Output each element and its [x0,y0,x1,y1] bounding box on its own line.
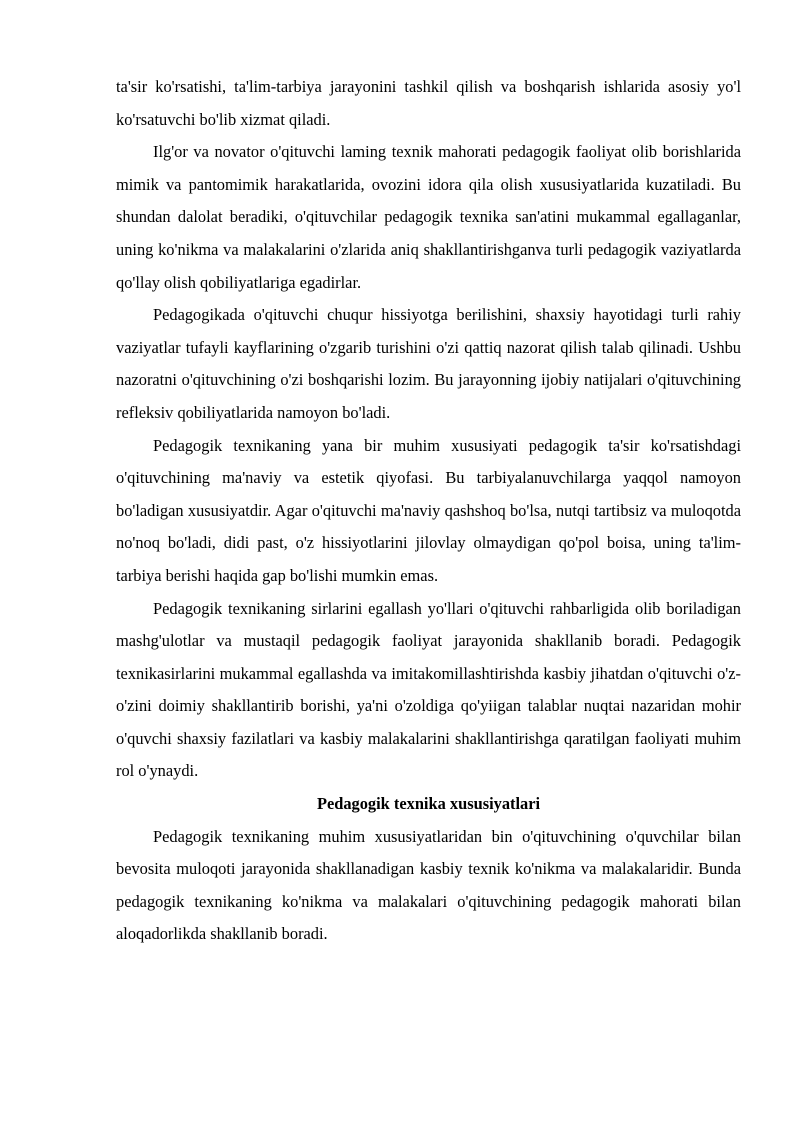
paragraph: Pedagogik texnikaning sirlarini egallash yo'llari o'qituvchi rahbarligida olib boriladigan mashg'ulotlar va mustaqil pedagogik faoliyat jarayonida shakllanib boradi. Pedagogik texnikasirlarini mukammal egallashda va imitakomillashtirishda kasbiy jihatdan o'qituvchi o'z-o'zini doimiy shakllantirib borishi, ya'ni o'zoldiga qo'yiigan talablar nuqtai nazaridan mohir o'quvchi shaxsiy fazilatlari va kasbiy malakalarini shakllantirishga qaratilgan faoliyati muhim rol o'ynaydi. [116,598,741,781]
paragraph: Pedagogik texnikaning muhim xususiyatlaridan bin o'qituvchining o'quvchilar bilan bevosita muloqoti jarayonida shakllanadigan kasbiy texnik ko'nikma va malakalaridir. Bunda pedagogik texnikaning ko'nikma va malakalari o'qituvchining pedagogik mahorati bilan aloqadorlikda shakllanib boradi. [116,826,741,944]
section-heading: Pedagogik texnika xususiyatlari [316,794,541,814]
paragraph: Ilg'or va novator o'qituvchi laming texnik mahorati pedagogik faoliyat olib borishlarida mimik va pantomimik harakatlarida, ovozini idora qila olish xususiyatlarida kuzatiladi. Bu shundan dalolat beradiki, o'qituvchilar pedagogik texnika san'atini mukammal egallaganlar, uning ko'nikma va malakalarini o'zlarida aniq shakllantirishganva turli pedagogik vaziyatlarda qo'llay olish qobiliyatlariga egadirlar. [116,142,741,292]
paragraph: Pedagogik texnikaning yana bir muhim xususiyati pedagogik ta'sir ko'rsatishdagi o'qituvchining ma'naviy va estetik qiyofasi. Bu tarbiyalanuvchilarga yaqqol namoyon bo'ladigan xususiyatdir. Agar o'qituvchi ma'naviy qashshoq bo'lsa, nutqi tartibsiz va muloqotda no'noq bo'ladi, didi past, o'z hissiyotlarini jilovlay olmaydigan qo'pol boisa, uning ta'lim-tarbiya berishi haqida gap bo'lishi mumkin emas. [116,435,741,585]
paragraph: Pedagogikada o'qituvchi chuqur hissiyotga berilishini, shaxsiy hayotidagi turli rahiy vaziyatlar tufayli kayflarining o'zgarib turishini o'zi qattiq nazorat qilish talab qilinadi. Ushbu nazoratni o'qituvchining o'zi boshqarishi lozim. Bu jarayonning ijobiy natijalari o'qituvchining refleksiv qobiliyatlarida namoyon bo'ladi. [116,305,741,422]
paragraph-continuation: ta'sir ko'rsatishi, ta'lim-tarbiya jarayonini tashkil qilish va boshqarish ishlarida asosiy yo'l ko'rsatuvchi bo'lib xizmat qiladi. [116,77,741,129]
document-page [116,71,741,951]
